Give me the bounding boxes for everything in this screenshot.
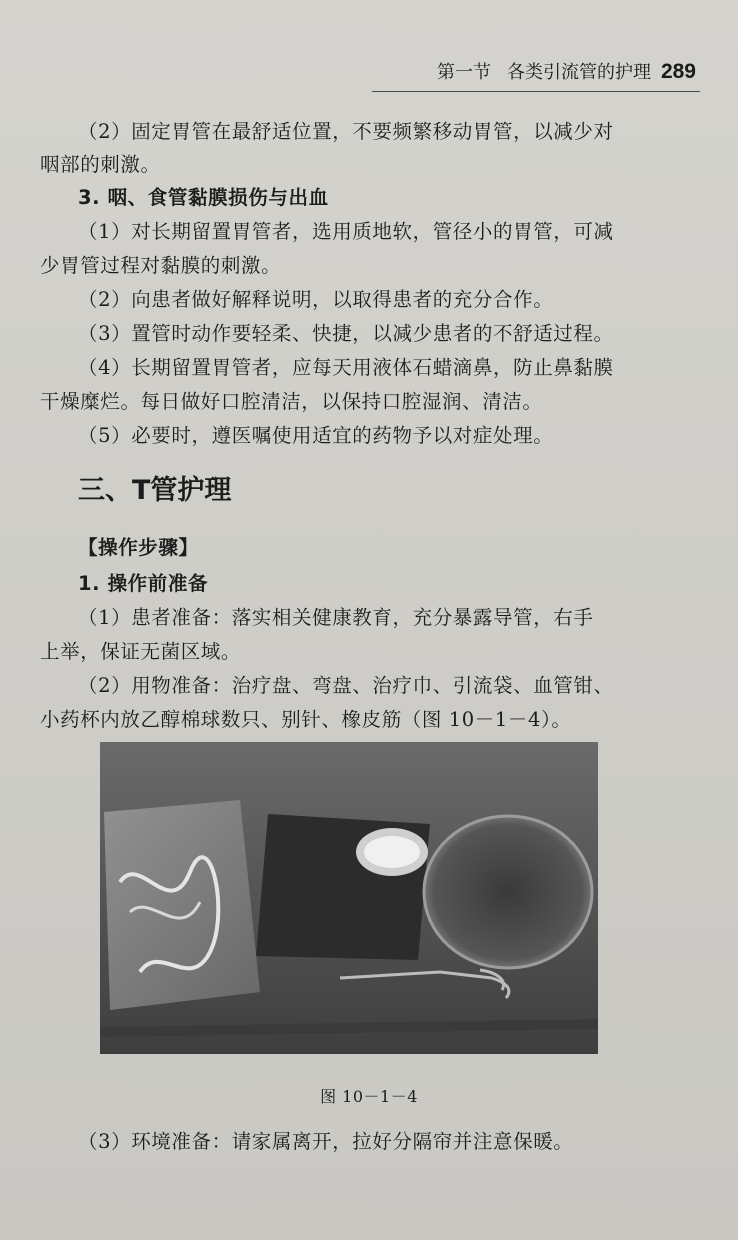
section-title: 各类引流管的护理 — [506, 62, 651, 83]
text-line: （5）必要时，遵医嘱使用适宜的药物予以对症处理。 — [78, 424, 554, 447]
text-line: （3）置管时动作要轻柔、快捷，以减少患者的不舒适过程。 — [78, 322, 614, 345]
steps-heading: 【操作步骤】 — [78, 536, 199, 559]
drainage-bag — [104, 800, 260, 1010]
text-line: 咽部的刺激。 — [40, 153, 161, 176]
text-line: （2）用物准备：治疗盘、弯盘、治疗巾、引流袋、血管钳、 — [78, 674, 614, 697]
text-line: （2）固定胃管在最舒适位置，不要频繁移动胃管，以减少对 — [78, 120, 614, 143]
text-line: 干燥糜烂。每日做好口腔清洁，以保持口腔湿润、清洁。 — [40, 390, 543, 413]
text-line: 上举，保证无菌区域。 — [40, 640, 242, 663]
text-line: 小药杯内放乙醇棉球数只、别针、橡皮筋（图 10－1－4）。 — [40, 708, 572, 731]
section-heading: 三、T管护理 — [78, 475, 232, 506]
page-header — [437, 58, 696, 84]
section-label: 第一节 — [436, 62, 491, 83]
text-line: （1）对长期留置胃管者，选用质地软，管径小的胃管，可减 — [78, 220, 614, 243]
page-number: 289 — [660, 60, 696, 83]
subheading: 3. 咽、食管黏膜损伤与出血 — [78, 186, 329, 209]
header-rule — [372, 91, 700, 92]
text-line: （2）向患者做好解释说明，以取得患者的充分合作。 — [78, 288, 554, 311]
supplies-photo-illustration — [100, 742, 598, 1054]
subheading: 1. 操作前准备 — [78, 572, 209, 595]
text-line: （1）患者准备：落实相关健康教育，充分暴露导管，右手 — [78, 606, 594, 629]
text-line: （4）长期留置胃管者，应每天用液体石蜡滴鼻，防止鼻黏膜 — [78, 356, 614, 379]
text-line: （3）环境准备：请家属离开，拉好分隔帘并注意保暖。 — [78, 1130, 574, 1153]
figure-caption: 图 10－1－4 — [320, 1087, 418, 1106]
figure-photo — [100, 742, 598, 1054]
text-line: 少胃管过程对黏膜的刺激。 — [40, 254, 282, 277]
medicine-cup-inner — [364, 836, 420, 868]
